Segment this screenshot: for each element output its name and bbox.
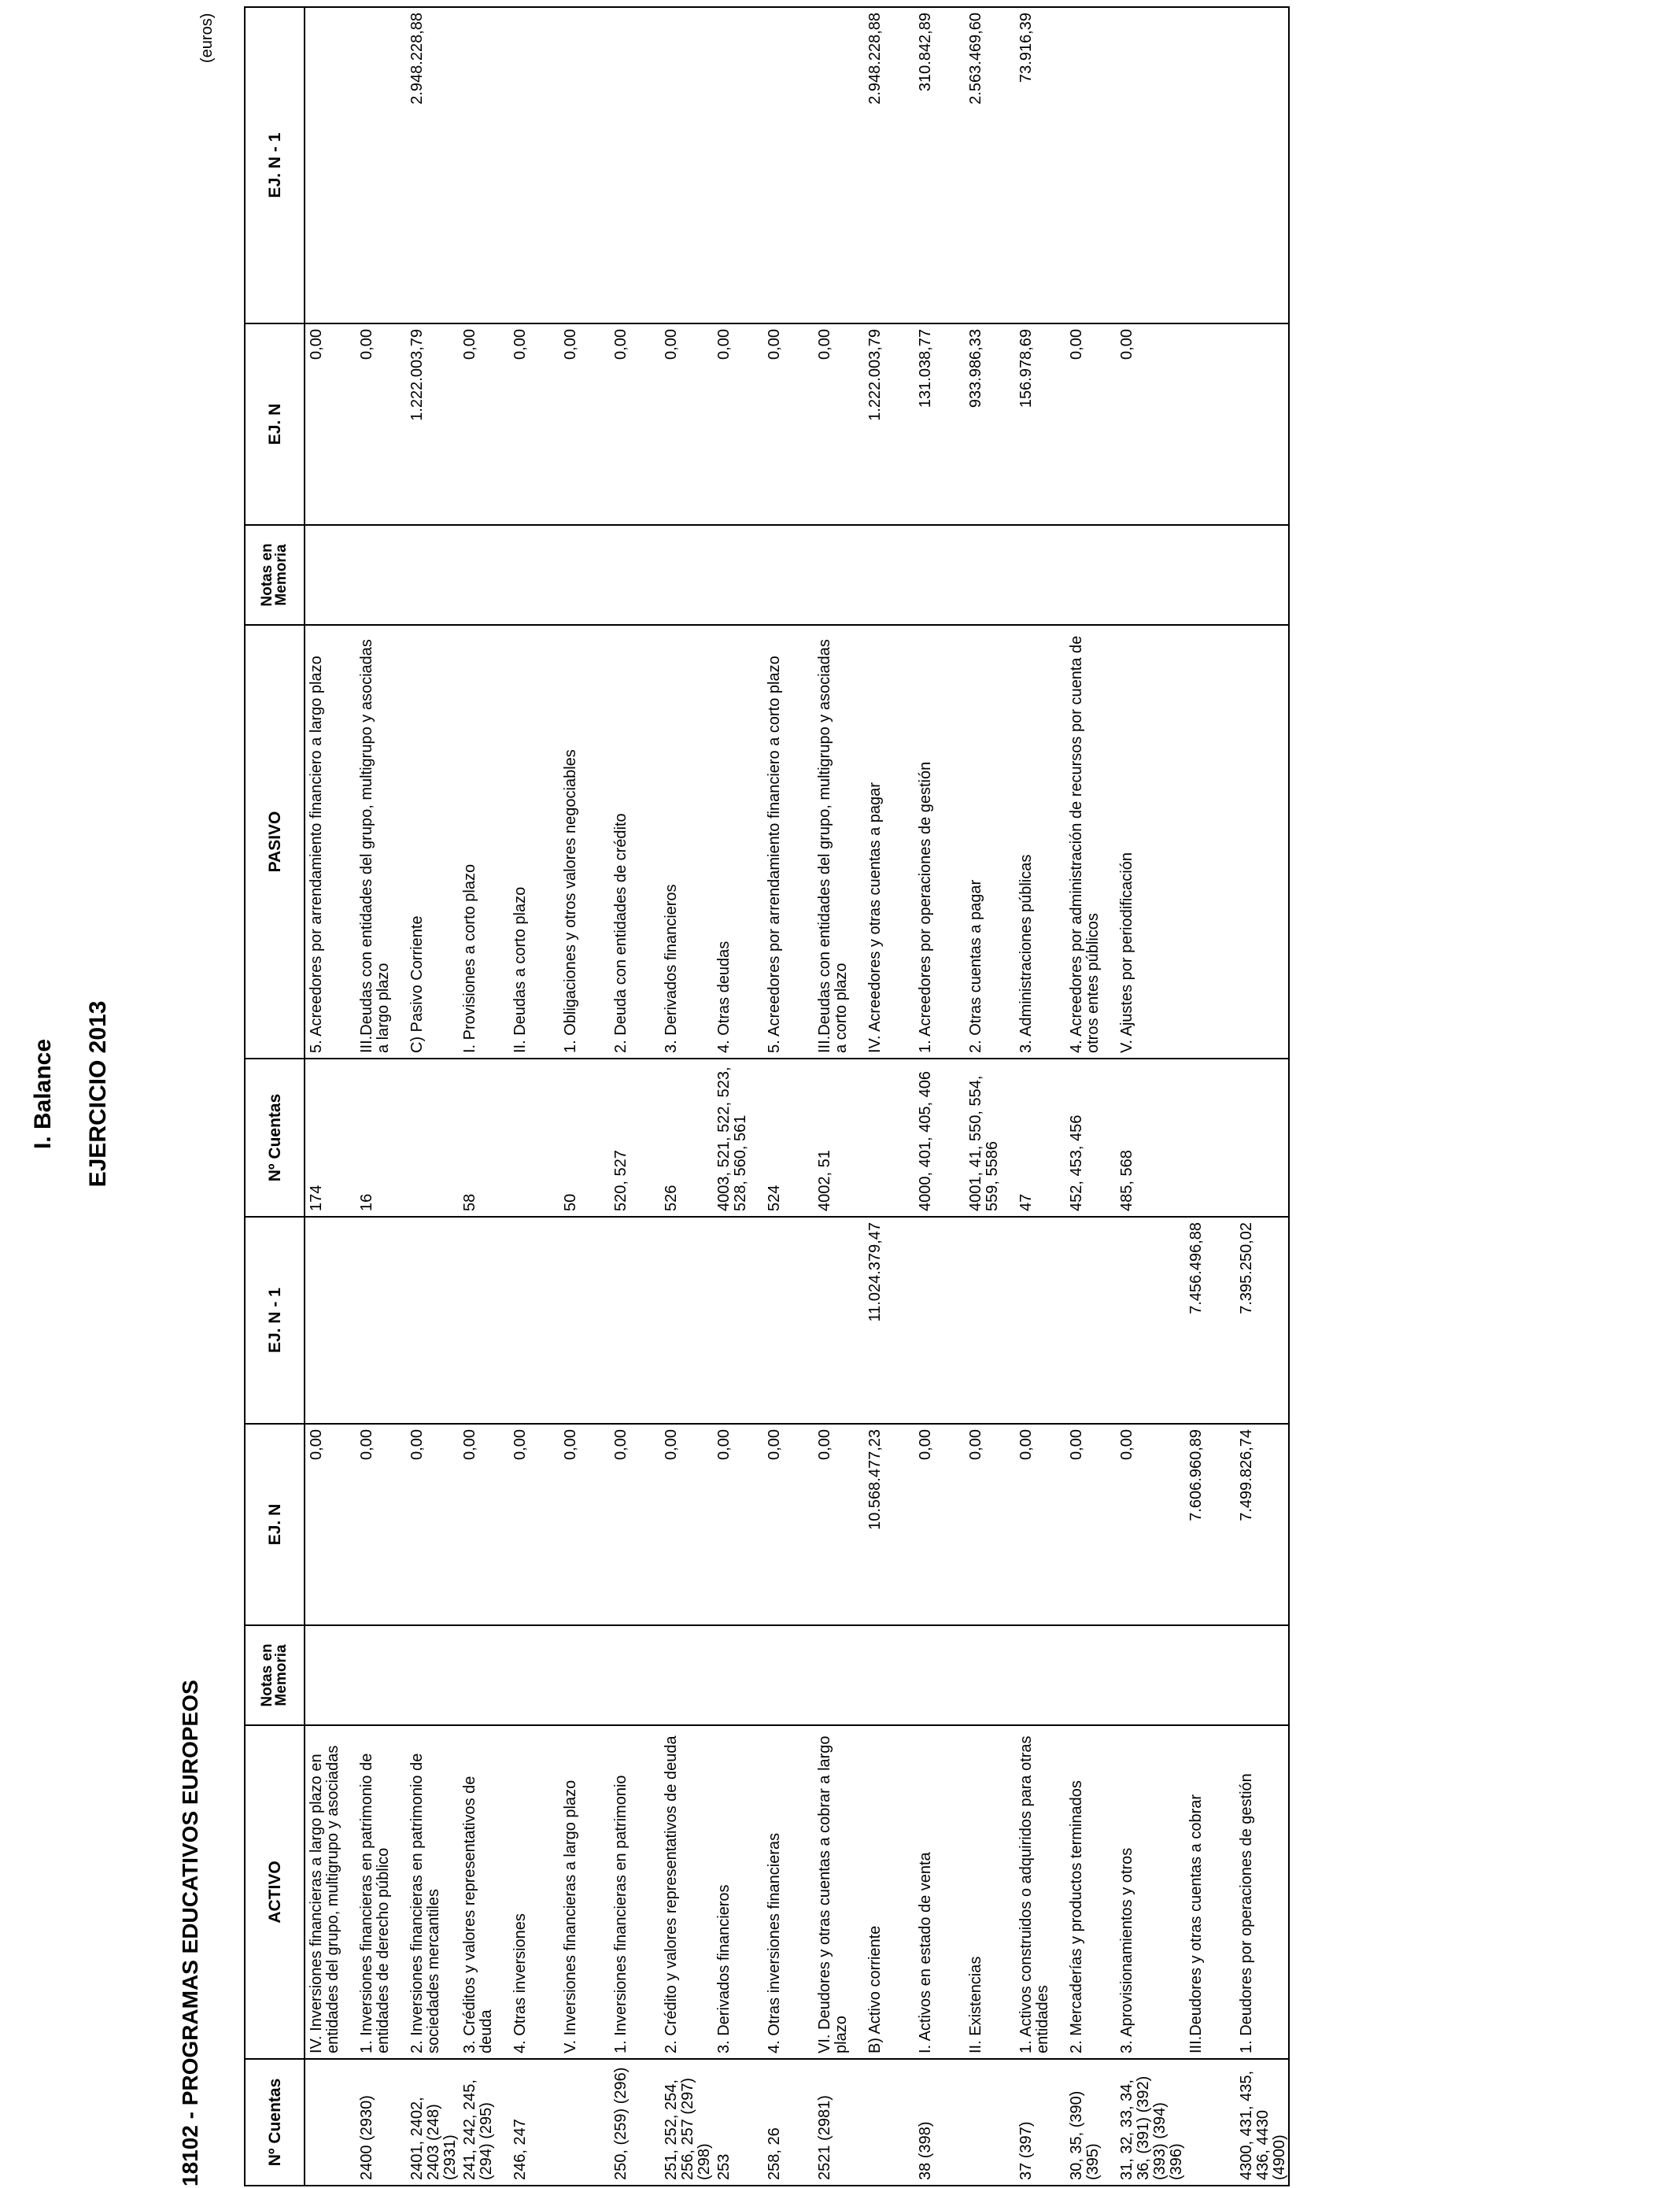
liability-accounts-cell: 452, 453, 456: [1065, 1059, 1116, 1217]
liability-year-n-cell: 0,00: [660, 323, 713, 525]
liability-accounts-cell: [864, 1059, 914, 1217]
asset-name-cell: 3. Aprovisionamientos y otros: [1116, 1725, 1185, 2059]
liability-notes-cell: [1185, 525, 1235, 625]
asset-accounts-cell: 246, 247: [509, 2059, 559, 2186]
liability-year-n-cell: 0,00: [559, 323, 610, 525]
liability-year-n-cell: 131.038,77: [914, 323, 965, 525]
liability-accounts-cell: 526: [660, 1059, 713, 1217]
asset-name-cell: V. Inversiones financieras a largo plazo: [559, 1725, 610, 2059]
liability-year-n-cell: 0,00: [356, 323, 406, 525]
liability-year-n1-cell: [305, 7, 356, 323]
asset-notes-cell: [1235, 1625, 1289, 1725]
asset-year-n1-cell: [1065, 1217, 1116, 1424]
asset-notes-cell: [459, 1625, 509, 1725]
table-row: [1116, 7, 1185, 2186]
header-liability-accounts: Nº Cuentas: [245, 1059, 305, 1217]
table-row: [1065, 7, 1116, 2186]
asset-name-cell: 2. Inversiones financieras en patrimonio de sociedades mercantiles: [406, 1725, 459, 2059]
table-header-row: [245, 7, 305, 2186]
asset-year-n1-cell: [965, 1217, 1015, 1424]
liability-accounts-cell: 4000, 401, 405, 406: [914, 1059, 965, 1217]
liability-accounts-cell: [509, 1059, 559, 1217]
liability-name-cell: 1. Obligaciones y otros valores negociables: [559, 625, 610, 1059]
liability-accounts-cell: 4001, 41, 550, 554, 559, 5586: [965, 1059, 1015, 1217]
liability-year-n1-cell: 310.842,89: [914, 7, 965, 323]
asset-accounts-cell: 258, 26: [763, 2059, 814, 2186]
liability-name-cell: 4. Acreedores por administración de recursos por cuenta de otros entes públicos: [1065, 625, 1116, 1059]
table-row: [864, 7, 914, 2186]
asset-notes-cell: [914, 1625, 965, 1725]
asset-year-n-cell: 0,00: [660, 1424, 713, 1625]
liability-notes-cell: [559, 525, 610, 625]
asset-notes-cell: [814, 1625, 864, 1725]
liability-year-n1-cell: [660, 7, 713, 323]
asset-year-n-cell: 0,00: [459, 1424, 509, 1625]
asset-year-n1-cell: [914, 1217, 965, 1424]
asset-name-cell: VI. Deudores y otras cuentas a cobrar a largo plazo: [814, 1725, 864, 2059]
asset-accounts-cell: 4300, 431, 435, 436, 4430 (4900): [1235, 2059, 1289, 2186]
header-liability-year-n: EJ. N: [245, 323, 305, 525]
asset-accounts-cell: [305, 2059, 356, 2186]
asset-accounts-cell: [1185, 2059, 1235, 2186]
asset-year-n-cell: 0,00: [610, 1424, 660, 1625]
liability-year-n1-cell: [713, 7, 763, 323]
asset-year-n-cell: 0,00: [559, 1424, 610, 1625]
liability-notes-cell: [965, 525, 1015, 625]
asset-name-cell: I. Activos en estado de venta: [914, 1725, 965, 2059]
asset-name-cell: 2. Mercaderías y productos terminados: [1065, 1725, 1116, 2059]
liability-year-n-cell: 0,00: [459, 323, 509, 525]
liability-accounts-cell: 47: [1015, 1059, 1065, 1217]
asset-year-n1-cell: [660, 1217, 713, 1424]
liability-name-cell: III.Deudas con entidades del grupo, multigrupo y asociadas a corto plazo: [814, 625, 864, 1059]
liability-notes-cell: [660, 525, 713, 625]
table-row: [509, 7, 559, 2186]
asset-year-n-cell: 10.568.477,23: [864, 1424, 914, 1625]
liability-notes-cell: [864, 525, 914, 625]
asset-year-n1-cell: [559, 1217, 610, 1424]
liability-accounts-cell: 520, 527: [610, 1059, 660, 1217]
liability-year-n1-cell: [1185, 7, 1235, 323]
liability-name-cell: 2. Otras cuentas a pagar: [965, 625, 1015, 1059]
asset-year-n1-cell: [406, 1217, 459, 1424]
liability-notes-cell: [509, 525, 559, 625]
header-liability-notes: Notas en Memoria: [245, 525, 305, 625]
asset-year-n1-cell: [713, 1217, 763, 1424]
asset-year-n-cell: 0,00: [305, 1424, 356, 1625]
table-row: [459, 7, 509, 2186]
asset-name-cell: 1. Inversiones financieras en patrimonio de entidades de derecho público: [356, 1725, 406, 2059]
liability-year-n1-cell: [763, 7, 814, 323]
asset-year-n1-cell: [1116, 1217, 1185, 1424]
asset-year-n1-cell: [305, 1217, 356, 1424]
asset-name-cell: 4. Otras inversiones financieras: [763, 1725, 814, 2059]
liability-name-cell: 5. Acreedores por arrendamiento financiero a corto plazo: [763, 625, 814, 1059]
liability-name-cell: 3. Derivados financieros: [660, 625, 713, 1059]
header-asset-year-n: EJ. N: [245, 1424, 305, 1625]
liability-name-cell: IV. Acreedores y otras cuentas a pagar: [864, 625, 914, 1059]
liability-notes-cell: [356, 525, 406, 625]
liability-year-n1-cell: [814, 7, 864, 323]
liability-year-n1-cell: 2.948.228,88: [864, 7, 914, 323]
asset-year-n-cell: 0,00: [763, 1424, 814, 1625]
asset-year-n1-cell: [814, 1217, 864, 1424]
asset-accounts-cell: 2400 (2930): [356, 2059, 406, 2186]
asset-year-n1-cell: [763, 1217, 814, 1424]
liability-notes-cell: [763, 525, 814, 625]
table-row: [305, 7, 356, 2186]
asset-year-n-cell: 0,00: [406, 1424, 459, 1625]
asset-accounts-cell: [965, 2059, 1015, 2186]
liability-year-n-cell: 0,00: [1116, 323, 1185, 525]
table-row: [1015, 7, 1065, 2186]
liability-year-n1-cell: [559, 7, 610, 323]
asset-year-n1-cell: [459, 1217, 509, 1424]
liability-year-n1-cell: [509, 7, 559, 323]
asset-year-n1-cell: [509, 1217, 559, 1424]
asset-accounts-cell: 251, 252, 254, 256, 257 (297) (298): [660, 2059, 713, 2186]
asset-name-cell: 3. Créditos y valores representativos de deuda: [459, 1725, 509, 2059]
asset-name-cell: 3. Derivados financieros: [713, 1725, 763, 2059]
asset-notes-cell: [660, 1625, 713, 1725]
asset-name-cell: IV. Inversiones financieras a largo plazo en entidades del grupo, multigrupo y asociadas: [305, 1725, 356, 2059]
table-row: [559, 7, 610, 2186]
liability-year-n-cell: 0,00: [305, 323, 356, 525]
asset-name-cell: 1. Activos construidos o adquiridos para otras entidades: [1015, 1725, 1065, 2059]
liability-year-n1-cell: [459, 7, 509, 323]
asset-notes-cell: [1065, 1625, 1116, 1725]
liability-notes-cell: [1235, 525, 1289, 625]
liability-notes-cell: [914, 525, 965, 625]
liability-notes-cell: [814, 525, 864, 625]
asset-accounts-cell: 31, 32, 33, 34, 36, (391) (392) (393) (394) (396): [1116, 2059, 1185, 2186]
asset-year-n-cell: 0,00: [356, 1424, 406, 1625]
header-asset-notes: Notas en Memoria: [245, 1625, 305, 1725]
liability-name-cell: 2. Deuda con entidades de crédito: [610, 625, 660, 1059]
liability-accounts-cell: 58: [459, 1059, 509, 1217]
header-liability-year-n1: EJ. N - 1: [245, 7, 305, 323]
liability-accounts-cell: [1235, 1059, 1289, 1217]
liability-year-n-cell: [1235, 323, 1289, 525]
header-asset-accounts: Nº Cuentas: [245, 2059, 305, 2186]
asset-notes-cell: [1185, 1625, 1235, 1725]
table-row: [965, 7, 1015, 2186]
asset-year-n-cell: 0,00: [965, 1424, 1015, 1625]
asset-year-n-cell: 7.606.960,89: [1185, 1424, 1235, 1625]
table-row: [713, 7, 763, 2186]
liability-year-n-cell: 1.222.003,79: [406, 323, 459, 525]
liability-year-n1-cell: 2.948.228,88: [406, 7, 459, 323]
asset-notes-cell: [1116, 1625, 1185, 1725]
asset-accounts-cell: 2521 (2981): [814, 2059, 864, 2186]
asset-name-cell: 1. Inversiones financieras en patrimonio: [610, 1725, 660, 2059]
liability-notes-cell: [305, 525, 356, 625]
asset-notes-cell: [763, 1625, 814, 1725]
liability-year-n-cell: 933.986,33: [965, 323, 1015, 525]
liability-name-cell: 1. Acreedores por operaciones de gestión: [914, 625, 965, 1059]
currency-units: (euros): [198, 13, 216, 63]
asset-notes-cell: [610, 1625, 660, 1725]
entity-name: 18102 - PROGRAMAS EDUCATIVOS EUROPEOS: [178, 1680, 202, 2186]
asset-year-n1-cell: 11.024.379,47: [864, 1217, 914, 1424]
asset-notes-cell: [1015, 1625, 1065, 1725]
asset-notes-cell: [406, 1625, 459, 1725]
asset-notes-cell: [305, 1625, 356, 1725]
liability-year-n1-cell: [356, 7, 406, 323]
asset-year-n1-cell: [1015, 1217, 1065, 1424]
table-row: [1185, 7, 1235, 2186]
table-row: [914, 7, 965, 2186]
liability-notes-cell: [610, 525, 660, 625]
table-row: [406, 7, 459, 2186]
asset-year-n1-cell: [356, 1217, 406, 1424]
asset-name-cell: 4. Otras inversiones: [509, 1725, 559, 2059]
asset-year-n-cell: 0,00: [713, 1424, 763, 1625]
asset-accounts-cell: 253: [713, 2059, 763, 2186]
liability-accounts-cell: [1185, 1059, 1235, 1217]
liability-name-cell: [1185, 625, 1235, 1059]
asset-name-cell: II. Existencias: [965, 1725, 1015, 2059]
liability-accounts-cell: 16: [356, 1059, 406, 1217]
asset-name-cell: 1. Deudores por operaciones de gestión: [1235, 1725, 1289, 2059]
asset-notes-cell: [559, 1625, 610, 1725]
liability-year-n-cell: 0,00: [1065, 323, 1116, 525]
liability-accounts-cell: 174: [305, 1059, 356, 1217]
liability-name-cell: 5. Acreedores por arrendamiento financiero a largo plazo: [305, 625, 356, 1059]
liability-notes-cell: [1015, 525, 1065, 625]
asset-notes-cell: [356, 1625, 406, 1725]
liability-accounts-cell: 4003, 521, 522, 523, 528, 560, 561: [713, 1059, 763, 1217]
asset-notes-cell: [965, 1625, 1015, 1725]
liability-name-cell: III.Deudas con entidades del grupo, multigrupo y asociadas a largo plazo: [356, 625, 406, 1059]
report-title: I. Balance: [30, 1038, 56, 1150]
fiscal-year-title: EJERCICIO 2013: [85, 1000, 111, 1188]
liability-accounts-cell: 524: [763, 1059, 814, 1217]
header-assets: ACTIVO: [245, 1725, 305, 2059]
liability-accounts-cell: [406, 1059, 459, 1217]
asset-accounts-cell: 250, (259) (296): [610, 2059, 660, 2186]
asset-year-n1-cell: 7.456.496,88: [1185, 1217, 1235, 1424]
liability-year-n-cell: 0,00: [610, 323, 660, 525]
liability-name-cell: 4. Otras deudas: [713, 625, 763, 1059]
liability-notes-cell: [406, 525, 459, 625]
liability-year-n1-cell: [1235, 7, 1289, 323]
table-row: [814, 7, 864, 2186]
asset-year-n-cell: 0,00: [1065, 1424, 1116, 1625]
liability-year-n1-cell: [1065, 7, 1116, 323]
liability-accounts-cell: 485, 568: [1116, 1059, 1185, 1217]
table-row: [356, 7, 406, 2186]
liability-notes-cell: [1116, 525, 1185, 625]
liability-name-cell: 3. Administraciones públicas: [1015, 625, 1065, 1059]
liability-accounts-cell: 50: [559, 1059, 610, 1217]
liability-year-n-cell: 1.222.003,79: [864, 323, 914, 525]
asset-accounts-cell: 241, 242, 245, (294) (295): [459, 2059, 509, 2186]
asset-year-n-cell: 0,00: [914, 1424, 965, 1625]
asset-name-cell: 2. Crédito y valores representativos de deuda: [660, 1725, 713, 2059]
liability-year-n1-cell: 2.563.469,60: [965, 7, 1015, 323]
balance-body: [305, 7, 1289, 2186]
asset-year-n-cell: 0,00: [1015, 1424, 1065, 1625]
asset-accounts-cell: 37 (397): [1015, 2059, 1065, 2186]
asset-year-n1-cell: [610, 1217, 660, 1424]
liability-year-n1-cell: 73.916,39: [1015, 7, 1065, 323]
table-row: [660, 7, 713, 2186]
liability-year-n1-cell: [1116, 7, 1185, 323]
header-liabilities: PASIVO: [245, 625, 305, 1059]
liability-year-n-cell: 0,00: [763, 323, 814, 525]
asset-notes-cell: [713, 1625, 763, 1725]
asset-year-n-cell: 0,00: [1116, 1424, 1185, 1625]
asset-year-n-cell: 7.499.826,74: [1235, 1424, 1289, 1625]
asset-accounts-cell: [864, 2059, 914, 2186]
liability-notes-cell: [459, 525, 509, 625]
asset-accounts-cell: 30, 35, (390) (395): [1065, 2059, 1116, 2186]
asset-notes-cell: [864, 1625, 914, 1725]
liability-notes-cell: [713, 525, 763, 625]
liability-name-cell: C) Pasivo Corriente: [406, 625, 459, 1059]
asset-year-n-cell: 0,00: [814, 1424, 864, 1625]
asset-accounts-cell: 2401, 2402, 2403 (248) (2931): [406, 2059, 459, 2186]
liability-name-cell: II. Deudas a corto plazo: [509, 625, 559, 1059]
liability-year-n-cell: 156.978,69: [1015, 323, 1065, 525]
asset-notes-cell: [509, 1625, 559, 1725]
header-asset-year-n1: EJ. N - 1: [245, 1217, 305, 1424]
table-row: [763, 7, 814, 2186]
table-row: [1235, 7, 1289, 2186]
asset-accounts-cell: 38 (398): [914, 2059, 965, 2186]
liability-name-cell: I. Provisiones a corto plazo: [459, 625, 509, 1059]
liability-accounts-cell: 4002, 51: [814, 1059, 864, 1217]
liability-name-cell: V. Ajustes por periodificación: [1116, 625, 1185, 1059]
liability-year-n-cell: [1185, 323, 1235, 525]
balance-table: [244, 6, 1290, 2186]
asset-name-cell: III.Deudores y otras cuentas a cobrar: [1185, 1725, 1235, 2059]
table-row: [610, 7, 660, 2186]
asset-accounts-cell: [559, 2059, 610, 2186]
liability-notes-cell: [1065, 525, 1116, 625]
asset-year-n1-cell: 7.395.250,02: [1235, 1217, 1289, 1424]
liability-name-cell: [1235, 625, 1289, 1059]
liability-year-n-cell: 0,00: [509, 323, 559, 525]
liability-year-n1-cell: [610, 7, 660, 323]
liability-year-n-cell: 0,00: [713, 323, 763, 525]
asset-year-n-cell: 0,00: [509, 1424, 559, 1625]
asset-name-cell: B) Activo corriente: [864, 1725, 914, 2059]
liability-year-n-cell: 0,00: [814, 323, 864, 525]
